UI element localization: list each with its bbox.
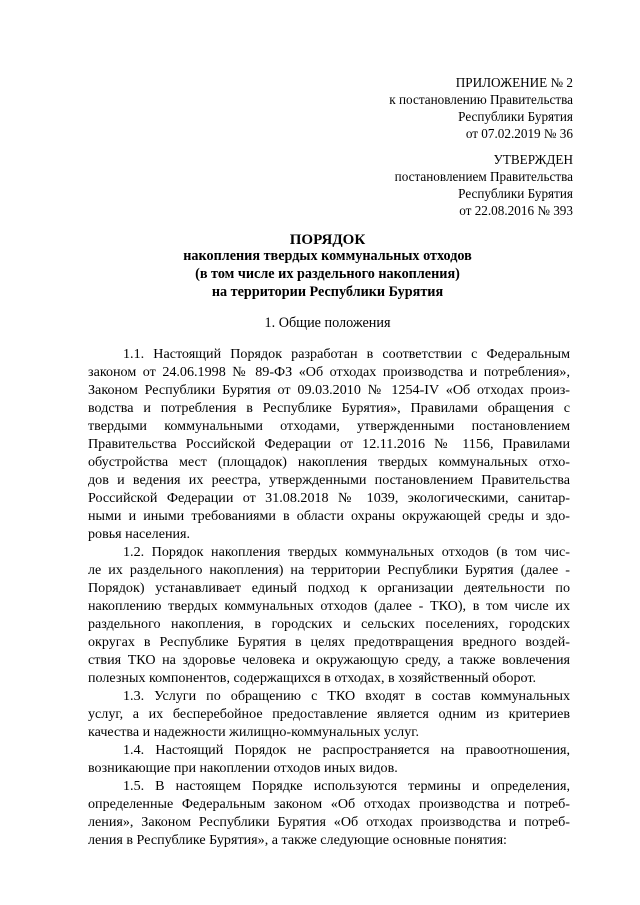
paragraph-line: ными и иными требованиями в области охраны окружающей среды и здо- [88,508,570,524]
paragraph-line: услуг, а их бесперебойное предоставление является одним из критериев [88,706,570,722]
document-subtitle [0,247,640,301]
appendix-label: ПРИЛОЖЕНИЕ № 2 [455,75,573,90]
paragraph-line: ровья населения. [88,526,191,542]
document-title: ПОРЯДОК [289,232,366,248]
subtitle-line: (в том числе их раздельного накопления) [195,266,460,282]
document-body [88,345,570,849]
paragraph-line: ле их раздельного накопления) на территории Республики Бурятия (далее - [88,562,570,578]
paragraph-line: дов и ведения их реестра, утвержденными постановлением Правительства [88,472,570,488]
approval-label: УТВЕРЖДЕН [493,152,573,167]
paragraph-line: раздельного накопления, в городских и сельских поселениях, городских [88,616,570,632]
subtitle-line: накопления твердых коммунальных отходов [183,248,472,264]
appendix-line: Республики Бурятия [458,109,573,124]
paragraph-line: водства и потребления в Республике Бурятия», Правилами обращения с [88,400,570,416]
paragraph-line: ления», Законом Республики Бурятия «Об отходах производства и потреб- [88,814,570,830]
paragraph-line: 1.4. Настоящий Порядок не распространяется на правоотношения, [123,742,570,758]
paragraph-line: Порядок) устанавливает единый подход к организации деятельности по [88,580,570,596]
section-heading: 1. Общие положения [264,315,391,331]
approval-line: Республики Бурятия [458,186,573,201]
paragraph-line: законом от 24.06.1998 № 89-ФЗ «Об отходах производства и потребления», [88,364,570,380]
paragraph-line: полезных компонентов, содержащихся в отходах, в хозяйственный оборот. [88,670,537,686]
paragraph-line: 1.2. Порядок накопления твердых коммунальных отходов (в том чис- [123,544,570,560]
paragraph-line: ления в Республике Бурятия», а также следующие основные понятия: [88,832,507,848]
paragraph-line: 1.5. В настоящем Порядке используются термины и определения, [123,778,570,794]
paragraph-line: возникающие при накоплении отходов иных видов. [88,760,398,776]
paragraph-line: Законом Республики Бурятия от 09.03.2010 № 1254-IV «Об отходах произ- [88,382,570,398]
paragraph-line: 1.3. Услуги по обращению с ТКО входят в состав коммунальных [123,688,570,704]
paragraph-line: качества и надежности жилищно-коммунальных услуг. [88,724,419,740]
paragraph-line: накоплению твердых коммунальных отходов (далее - ТКО), в том числе их [88,598,570,614]
appendix-date: от 07.02.2019 № 36 [465,126,573,141]
paragraph-line: ствия ТКО на здоровье человека и окружающую среду, а также вовлечения [88,652,570,668]
paragraph-line: твердыми коммунальными отходами, утвержденными постановлением [88,418,570,434]
paragraph-line: округах в Республике Бурятия в целях предотвращения вредного воздей- [88,634,570,650]
paragraph-line: определенные Федеральным законом «Об отходах производства и потреб- [88,796,570,812]
approval-line: постановлением Правительства [394,169,573,184]
paragraph-line: обустройства мест (площадок) накопления твердых коммунальных отхо- [88,454,570,470]
appendix-line: к постановлению Правительства [389,92,573,107]
paragraph-line: Российской Федерации от 31.08.2018 № 1039, экологическими, санитар- [88,490,570,506]
paragraph-line: Правительства Российской Федерации от 12.11.2016 № 1156, Правилами [88,436,570,452]
approval-date: от 22.08.2016 № 393 [459,203,573,218]
subtitle-line: на территории Республики Бурятия [211,284,444,300]
appendix-header [0,74,573,142]
paragraph-line: 1.1. Настоящий Порядок разработан в соответствии с Федеральным [123,346,570,362]
approval-header [0,151,573,219]
